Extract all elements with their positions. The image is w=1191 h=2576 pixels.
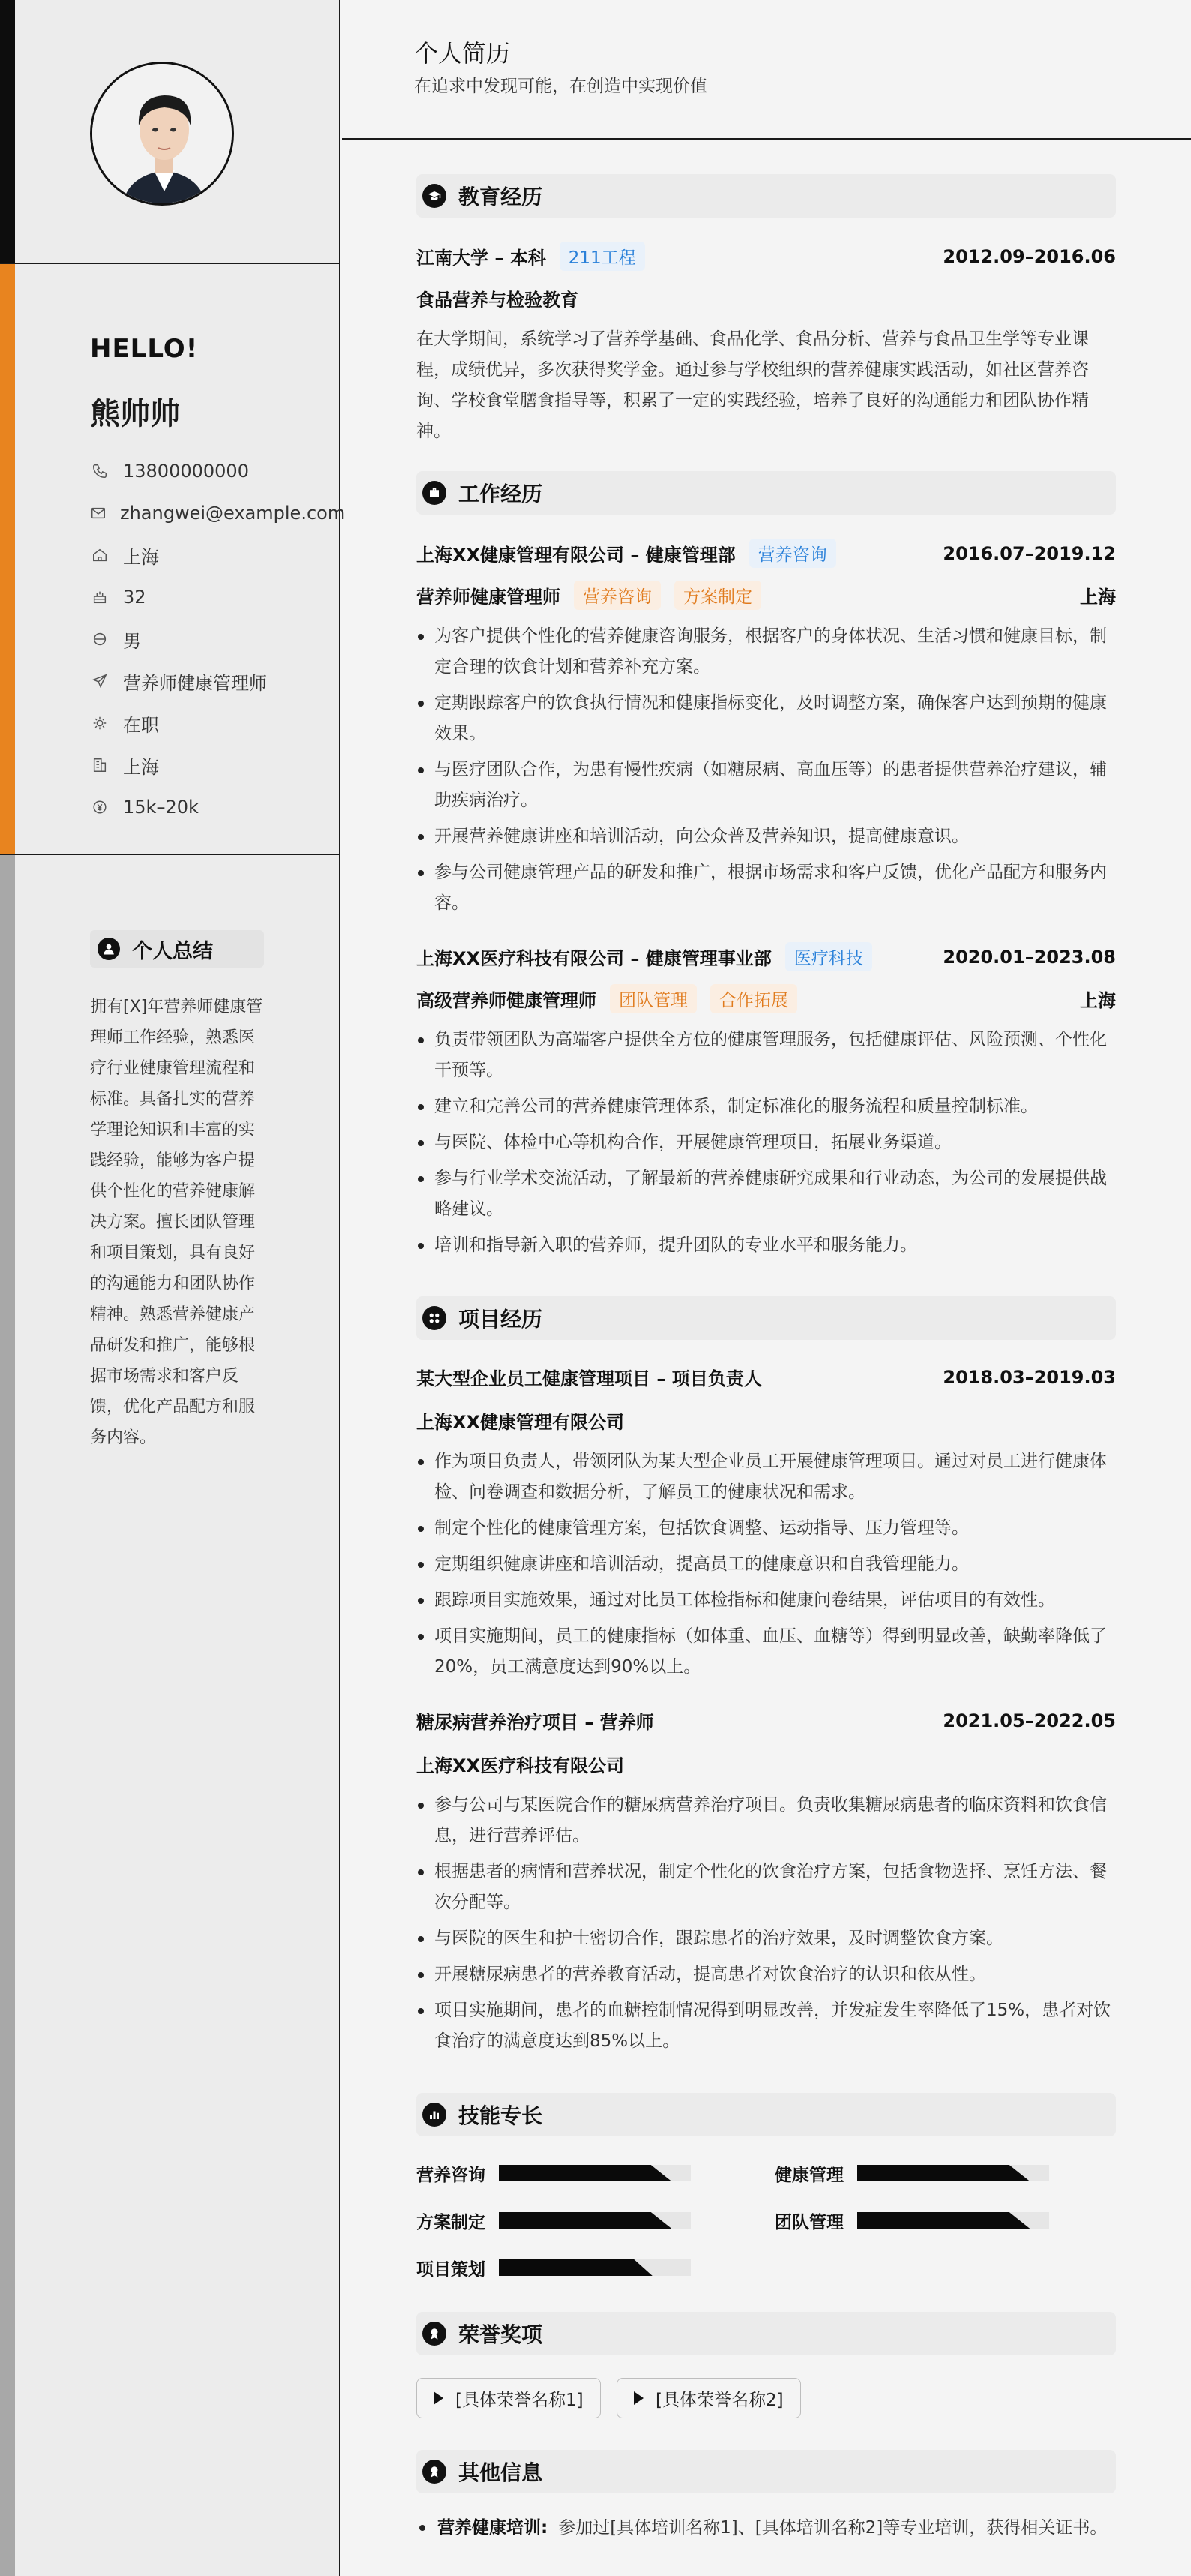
section-projects-header — [416, 1296, 1116, 1340]
section-work-header — [416, 471, 1116, 515]
skill-bar-fill — [499, 2259, 652, 2276]
page-subtitle: 在追求中发现可能，在创造中实现价值 — [414, 77, 707, 96]
company-name: 上海XX医疗科技有限公司 – 健康管理事业部 — [416, 948, 772, 969]
list-item: 为客户提供个性化的营养健康咨询服务，根据客户的身体状况、生活习惯和健康目标，制定合理的饮食计划和营养补充方案。 — [416, 621, 1116, 683]
page-title: 个人简历 — [414, 39, 511, 68]
phone-icon — [90, 461, 110, 481]
list-item: 参与公司健康管理产品的研发和推广，根据市场需求和客户反馈，优化产品配方和服务内容。 — [416, 857, 1116, 919]
building-icon — [90, 755, 110, 775]
summary-title: 个人总结 — [132, 939, 213, 963]
job-role-row — [416, 581, 1116, 610]
list-item: 培训和指导新入职的营养师，提升团队的专业水平和服务能力。 — [416, 1230, 1116, 1261]
section-title: 项目经历 — [458, 1307, 543, 1332]
chart-icon — [422, 2103, 446, 2127]
summary-header — [90, 930, 264, 968]
status-icon — [90, 713, 110, 733]
briefcase-icon — [422, 481, 446, 505]
skill-bar-fill — [499, 2165, 671, 2181]
contact-value: 男 — [123, 630, 141, 652]
job-role: 高级营养师健康管理师 — [416, 990, 596, 1011]
section-title: 教育经历 — [458, 185, 543, 209]
home-icon — [90, 545, 110, 565]
sidebar-stripe-orange — [0, 264, 15, 855]
award-name: [具体荣誉名称2] — [656, 2390, 784, 2410]
list-item: 负责带领团队为高端客户提供全方位的健康管理服务，包括健康评估、风险预测、个性化干预等。 — [416, 1025, 1116, 1086]
project-org-row — [416, 1407, 1116, 1434]
list-item: 与医院、体检中心等机构合作，开展健康管理项目，拓展业务渠道。 — [416, 1127, 1116, 1158]
gender-icon — [90, 629, 110, 649]
other-value: 参加过[具体培训名称1]、[具体培训名称2]等专业培训，获得相关证书。 — [558, 2518, 1108, 2538]
list-item: 跟踪项目实施效果，通过对比员工体检指标和健康问卷结果，评估项目的有效性。 — [416, 1585, 1116, 1616]
education-row — [416, 242, 1116, 271]
skill-bar-fill — [499, 2212, 671, 2229]
section-title: 技能专长 — [458, 2103, 543, 2128]
job-city: 上海 — [1080, 990, 1116, 1011]
section-other-header — [416, 2450, 1116, 2493]
skill-item — [416, 2162, 691, 2184]
send-icon — [90, 671, 110, 691]
project-name: 某大型企业员工健康管理项目 – 项目负责人 — [416, 1368, 762, 1389]
sidebar-stripe-dark — [0, 0, 15, 264]
list-item: 开展营养健康讲座和培训活动，向公众普及营养知识，提高健康意识。 — [416, 821, 1116, 852]
section-title: 工作经历 — [458, 482, 543, 506]
skill-name: 营养咨询 — [416, 2165, 485, 2185]
contact-value: 营养师健康管理师 — [123, 672, 267, 694]
project-org: 上海XX医疗科技有限公司 — [416, 1755, 625, 1776]
list-item: 作为项目负责人，带领团队为某大型企业员工开展健康管理项目。通过对员工进行健康体检、问卷调查和数据分析，了解员工的健康状况和需求。 — [416, 1446, 1116, 1508]
project-row — [416, 1364, 1116, 1390]
project-org: 上海XX健康管理有限公司 — [416, 1412, 625, 1433]
contact-list — [90, 450, 346, 828]
role-tag: 营养咨询 — [574, 581, 661, 610]
contact-age — [90, 576, 330, 618]
graduation-cap-icon — [422, 184, 446, 208]
job-date: 2016.07–2019.12 — [943, 542, 1116, 564]
page-header — [342, 0, 1191, 140]
list-item: 与医院的医生和护士密切合作，跟踪患者的治疗效果，及时调整饮食方案。 — [416, 1923, 1116, 1954]
sidebar-divider — [0, 263, 340, 264]
education-description: 在大学期间，系统学习了营养学基础、食品化学、食品分析、营养与食品卫生学等专业课程，成绩优异，多次获得奖学金。通过参与学校组织的营养健康实践活动，如社区营养咨询、学校食堂膳食指导等，积累了一定的实践经验，培养了良好的沟通能力和团队协作精神。 — [416, 329, 1089, 441]
project-org-row — [416, 1751, 1116, 1777]
info-icon — [422, 2460, 446, 2484]
list-item: 项目实施期间，患者的血糖控制情况得到明显改善，并发症发生率降低了15%，患者对饮食治疗的满意度达到85%以上。 — [416, 1995, 1116, 2057]
contact-email — [90, 492, 346, 534]
skill-item — [775, 2209, 1049, 2232]
contact-value: 上海 — [123, 546, 159, 568]
award-icon — [422, 2322, 446, 2346]
skill-bar — [499, 2165, 691, 2181]
contact-salary — [90, 786, 330, 828]
award-item[interactable] — [616, 2378, 801, 2418]
section-awards-header — [416, 2312, 1116, 2355]
major: 食品营养与检验教育 — [416, 290, 578, 311]
company-name: 上海XX健康管理有限公司 – 健康管理部 — [416, 545, 736, 566]
contact-value: 15k–20k — [123, 797, 199, 818]
avatar — [90, 62, 234, 206]
contact-gender — [90, 618, 330, 660]
skill-item — [416, 2209, 691, 2232]
skill-bar — [499, 2259, 691, 2276]
job-city: 上海 — [1080, 587, 1116, 608]
list-item: 定期跟踪客户的饮食执行情况和健康指标变化，及时调整方案，确保客户达到预期的健康效果。 — [416, 688, 1116, 749]
sidebar — [0, 0, 346, 2576]
grid-icon — [422, 1306, 446, 1330]
project-name: 糖尿病营养治疗项目 – 营养师 — [416, 1712, 654, 1733]
play-icon — [434, 2391, 443, 2405]
list-item: 建立和完善公司的营养健康管理体系，制定标准化的服务流程和质量控制标准。 — [416, 1091, 1116, 1122]
list-item: 定期组织健康讲座和培训活动，提高员工的健康意识和自我管理能力。 — [416, 1549, 1116, 1580]
section-title: 其他信息 — [458, 2460, 543, 2485]
company-tag: 营养咨询 — [749, 539, 836, 568]
bullet-dot — [419, 2525, 425, 2531]
skill-bar — [499, 2212, 691, 2229]
list-item: 与医疗团队合作，为患有慢性疾病（如糖尿病、高血压等）的患者提供营养治疗建议，辅助疾病治疗。 — [416, 755, 1116, 816]
education-date: 2012.09–2016.06 — [943, 245, 1116, 267]
list-item: 参与行业学术交流活动，了解最新的营养健康研究成果和行业动态，为公司的发展提供战略建议。 — [416, 1163, 1116, 1225]
job-row — [416, 942, 1116, 971]
list-item: 参与公司与某医院合作的糖尿病营养治疗项目。负责收集糖尿病患者的临床资料和饮食信息，进行营养评估。 — [416, 1790, 1116, 1851]
sidebar-stripe-gray — [0, 855, 15, 2576]
sidebar-divider — [0, 854, 340, 855]
contact-value: 上海 — [123, 756, 159, 778]
award-name: [具体荣誉名称1] — [455, 2390, 584, 2410]
play-icon — [634, 2391, 644, 2405]
contact-value[interactable]: 13800000000 — [123, 461, 249, 482]
section-education-header — [416, 174, 1116, 218]
role-tag: 合作拓展 — [710, 984, 797, 1013]
mail-icon — [90, 503, 106, 523]
hello-heading: HELLO! — [90, 334, 199, 364]
skill-item — [416, 2256, 691, 2279]
job-duties — [416, 621, 1116, 924]
skill-name: 健康管理 — [775, 2165, 844, 2185]
project-date: 2021.05–2022.05 — [943, 1710, 1116, 1731]
cake-icon — [90, 587, 110, 607]
other-item — [416, 2513, 1116, 2543]
skill-name: 方案制定 — [416, 2212, 485, 2232]
list-item: 制定个性化的健康管理方案，包括饮食调整、运动指导、压力管理等。 — [416, 1513, 1116, 1544]
contact-value: 32 — [123, 587, 146, 608]
role-tag: 团队管理 — [610, 984, 697, 1013]
project-date: 2018.03–2019.03 — [943, 1366, 1116, 1388]
skill-bar-fill — [857, 2212, 1030, 2229]
project-duties — [416, 1790, 1116, 2062]
school-name: 江南大学 – 本科 — [416, 248, 546, 269]
contact-city — [90, 744, 330, 786]
list-item: 项目实施期间，员工的健康指标（如体重、血压、血糖等）得到明显改善，缺勤率降低了20%，员工满意度达到90%以上。 — [416, 1621, 1116, 1683]
list-item: 根据患者的病情和营养状况，制定个性化的饮食治疗方案，包括食物选择、烹饪方法、餐次分配等。 — [416, 1857, 1116, 1918]
summary-text: 拥有[X]年营养师健康管理师工作经验，熟悉医疗行业健康管理流程和标准。具备扎实的营养学理论知识和丰富的实践经验，能够为客户提供个性化的营养健康解决方案。擅长团队管理和项目策划，具有良好的沟通能力和团队协作精神。熟悉营养健康产品研发和推广，能够根据市场需求和客户反馈，优化产品配方和服务内容。 — [90, 998, 263, 1447]
section-skills-header — [416, 2093, 1116, 2136]
contact-address — [90, 534, 330, 576]
skill-bar — [857, 2212, 1049, 2229]
skill-name: 项目策划 — [416, 2259, 485, 2280]
money-icon — [90, 797, 110, 817]
job-date: 2020.01–2023.08 — [943, 946, 1116, 968]
person-name: 熊帅帅 — [90, 397, 180, 431]
school-tag: 211工程 — [560, 242, 645, 271]
job-duties — [416, 1025, 1116, 1266]
education-major-row — [416, 285, 1116, 311]
job-role: 营养师健康管理师 — [416, 587, 560, 608]
contact-status — [90, 702, 330, 744]
job-row — [416, 539, 1116, 568]
section-title: 荣誉奖项 — [458, 2322, 543, 2347]
person-icon — [98, 938, 120, 960]
job-role-row — [416, 984, 1116, 1013]
award-item[interactable] — [416, 2378, 601, 2418]
contact-position — [90, 660, 330, 702]
skill-name: 团队管理 — [775, 2212, 844, 2232]
contact-value: 在职 — [123, 714, 159, 736]
other-label: 营养健康培训: — [437, 2518, 548, 2538]
skill-bar-fill — [857, 2165, 1030, 2181]
role-tag: 方案制定 — [674, 581, 761, 610]
contact-value[interactable]: zhangwei@example.com — [120, 503, 346, 524]
company-tag: 医疗科技 — [785, 942, 872, 971]
list-item: 开展糖尿病患者的营养教育活动，提高患者对饮食治疗的认识和依从性。 — [416, 1959, 1116, 1990]
contact-phone — [90, 450, 330, 492]
project-row — [416, 1707, 1116, 1734]
project-duties — [416, 1446, 1116, 1688]
skill-bar — [857, 2165, 1049, 2181]
skill-item — [775, 2162, 1049, 2184]
